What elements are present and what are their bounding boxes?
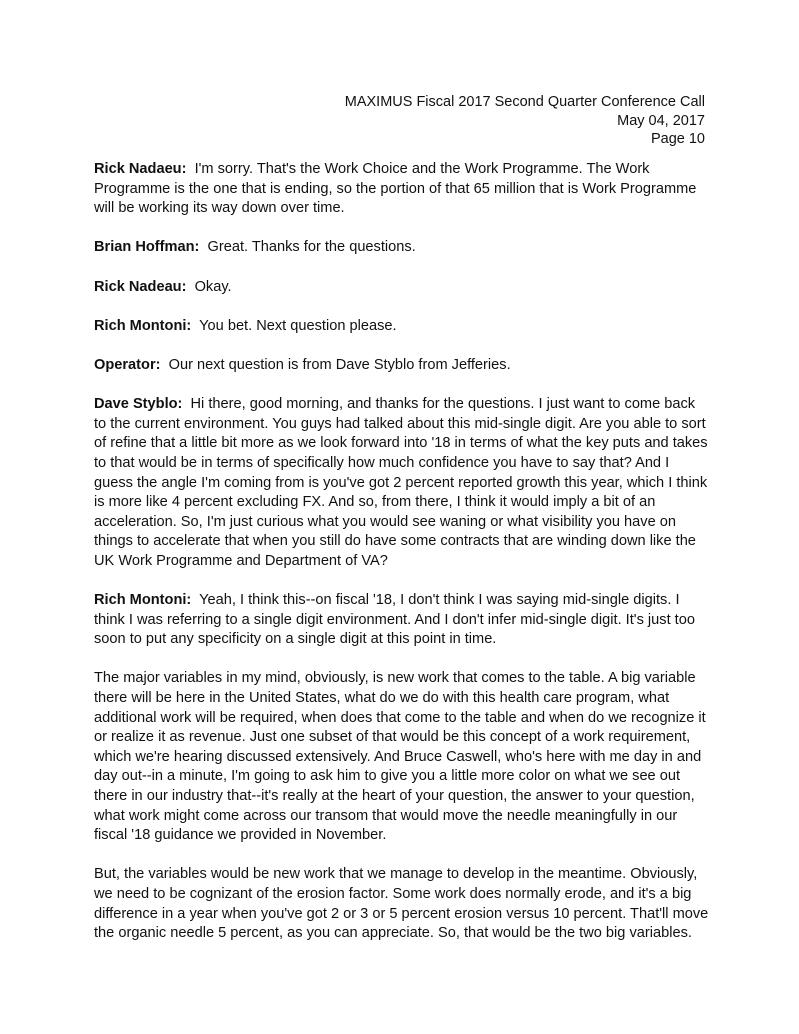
paragraph-text: Hi there, good morning, and thanks for the questions. I just want to come back to the current environment. You guys had talked about this mid-single digit. Are you able to sort of refine that a little bit more as we look forward into '18 in terms of what the key puts and takes to that would be in terms of specifically how much confidence you have to say that? And I guess the angle I'm coming from is you've got 2 percent reported growth this year, which I think is more like 4 percent excluding FX. And so, from there, I think it would imply a bit of an acceleration. So, I'm just curious what you would see waning or what visibility you have on things to accelerate that when you still do have some contracts that are winding down like the UK Work Programme and Department of VA? [94, 396, 708, 569]
transcript-paragraph [94, 395, 711, 571]
speaker-name: Rick Nadaeu: [94, 161, 187, 177]
paragraph-text: I'm sorry. That's the Work Choice and the Work Programme. The Work Programme is the one that is ending, so the portion of that 65 million that is Work Programme will be working its way down over time. [94, 161, 697, 217]
paragraph-text: You bet. Next question please. [199, 317, 397, 334]
speaker-name: Brian Hoffman: [94, 239, 200, 256]
speaker-name: Dave Styblo: [94, 396, 183, 413]
page-header [345, 93, 705, 149]
header-date: May 04, 2017 [617, 112, 705, 129]
paragraph-text: Okay. [194, 278, 232, 295]
transcript-paragraph [94, 278, 711, 298]
transcript-paragraph [94, 669, 711, 845]
header-page-number: Page 10 [650, 131, 705, 147]
speaker-name: Rich Montoni: [94, 317, 192, 334]
transcript-body [94, 160, 711, 963]
header-title: MAXIMUS Fiscal 2017 Second Quarter Conference Call [344, 94, 705, 110]
transcript-paragraph [94, 591, 711, 650]
paragraph-text: Yeah, I think this--on fiscal '18, I don't think I was saying mid-single digits. I think I was referring to a single digit environment. And I don't infer mid-single digit. It's just too soon to put any specificity on a single digit at this point in time. [94, 592, 695, 648]
speaker-name: Rich Montoni: [94, 592, 192, 609]
speaker-name: Operator: [94, 356, 161, 373]
paragraph-text: But, the variables would be new work that we manage to develop in the meantime. Obviously, we need to be cognizant of the erosion factor. Some work does normally erode, and it's a big difference in a year when you've got 2 or 3 or 5 percent erosion versus 10 percent. That'll move the organic needle 5 percent, as you can appreciate. So, that would be the two big variables. [94, 866, 709, 942]
transcript-paragraph [94, 356, 711, 376]
paragraph-text: Our next question is from Dave Styblo from Jefferies. [168, 356, 511, 373]
speaker-name: Rick Nadeau: [94, 278, 187, 295]
transcript-paragraph [94, 238, 711, 258]
paragraph-text: Great. Thanks for the questions. [207, 239, 416, 256]
paragraph-text: The major variables in my mind, obviously, is new work that comes to the table. A big variable there will be here in the United States, what do we do with this health care program, what additional work will be required, when does that come to the table and when do we recognize it or realize it as revenue. Just one subset of that would be this concept of a work requirement, which we're hearing discussed extensively. And Bruce Caswell, who's here with me day in and day out--in a minute, I'm going to ask him to give you a little more color on what we see out there in our industry that--it's really at the heart of your question, the answer to your question, what work might come across our transom that would move the needle meaningfully in our fiscal '18 guidance we provided in November. [94, 670, 706, 844]
transcript-paragraph [94, 160, 711, 219]
transcript-paragraph [94, 865, 711, 943]
transcript-paragraph [94, 317, 711, 337]
